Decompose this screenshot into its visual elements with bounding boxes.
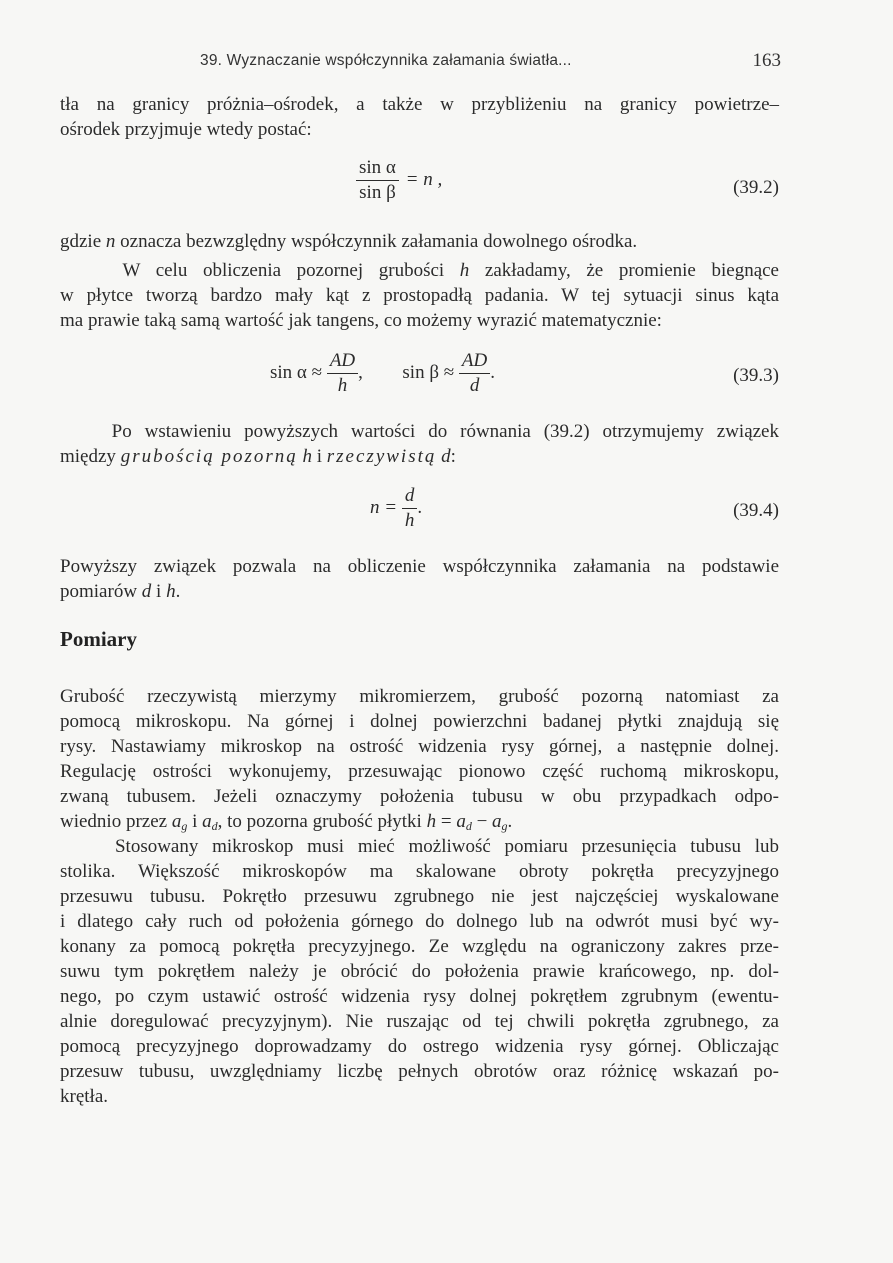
text-line: Grubość rzeczywistą mierzymy mikromierzem, grubość pozorną natomiast za xyxy=(60,686,779,707)
text-line: suwu tym pokrętłem należy je obrócić do położenia prawie krańcowego, np. dol- xyxy=(60,961,779,982)
denominator: h xyxy=(337,375,348,396)
text-line: krętła. xyxy=(60,1086,109,1107)
text: . xyxy=(175,581,181,602)
equation-39-3 xyxy=(60,345,779,415)
equation-39-2 xyxy=(60,152,779,222)
variable: a xyxy=(171,811,182,832)
subscript: d xyxy=(465,819,472,833)
text-line: nego, po czym ustawić ostrość widzenia rysy dolnej pokrętłem zgrubnym (ewentu- xyxy=(60,986,779,1007)
fraction xyxy=(402,484,418,533)
paragraph-summary xyxy=(60,554,779,604)
separator: , xyxy=(358,361,363,383)
text-line: Powyższy związek pozwala na obliczenie współczynnika załamania na podstawie xyxy=(60,556,779,577)
variable: a xyxy=(492,811,502,832)
page-header xyxy=(60,50,781,74)
equation-lhs: sin α ≈ xyxy=(270,361,323,383)
text-line: tła na granicy próżnia–ośrodek, a także w przybliżeniu na granicy powietrze– xyxy=(60,94,779,115)
text: . xyxy=(507,811,513,832)
equation-lhs: n = xyxy=(370,496,398,518)
paragraph-apparent-thickness xyxy=(60,258,779,333)
text-line: przesuwu tubusu. Pokrętło przesuwu zgrubnego nie jest najczęściej wyskalowane xyxy=(60,886,779,907)
running-title: 39. Wyznaczanie współczynnika załamania światła... xyxy=(200,52,572,69)
equation-39-4 xyxy=(60,480,779,550)
text: Stosowany mikroskop musi mieć możliwość pomiaru przesunięcia tubusu lub xyxy=(114,836,779,857)
text-line xyxy=(60,579,779,604)
denominator: h xyxy=(404,510,415,531)
variable: d xyxy=(436,446,451,467)
text-line xyxy=(60,444,779,469)
text-line: i dlatego cały ruch od położenia górnego do dolnego lub na odwrót musi być wy- xyxy=(60,911,779,932)
text: gdzie xyxy=(60,231,106,252)
paragraph-n-definition xyxy=(60,229,779,254)
equation-label: (39.2) xyxy=(733,177,779,198)
text-line xyxy=(60,419,779,444)
text-line: pomocą mikroskopu. Na górnej i dolnej powierzchni badanej płytki znajdują się xyxy=(60,711,779,732)
text-line: pomocą precyzyjnego doprowadzamy do ostrego widzenia rysy górnej. Obliczając xyxy=(60,1036,779,1057)
text-line: zwaną tubusem. Jeżeli oznaczymy położenia tubusu w obu przypadkach odpo- xyxy=(60,786,779,807)
equation-label: (39.4) xyxy=(733,500,779,521)
numerator: AD xyxy=(459,349,490,374)
text-line: alnie doregulować precyzyjnym). Nie ruszając od tej chwili pokrętła zgrubnego, za xyxy=(60,1011,779,1032)
text: i xyxy=(187,811,203,832)
variable: a xyxy=(456,811,466,832)
equation-label: (39.3) xyxy=(733,365,779,386)
denominator: sin β xyxy=(359,182,396,203)
variable: d xyxy=(141,581,152,602)
text: pomiarów xyxy=(60,581,142,602)
text-line xyxy=(60,258,779,283)
text-line: Regulację ostrości wykonujemy, przesuwając pionowo część ruchomą mikroskopu, xyxy=(60,761,779,782)
variable: h xyxy=(297,446,312,467)
text-line xyxy=(60,834,779,859)
text: i xyxy=(151,581,167,602)
text-line: rysy. Nastawiamy mikroskop na ostrość widzenia rysy górnej, a następnie dolnej. xyxy=(60,736,779,757)
emphasis: rzeczywistą xyxy=(326,446,437,467)
text: zakładamy, że promienie biegnące xyxy=(469,260,779,281)
fraction xyxy=(459,349,490,398)
text-line: w płytce tworzą bardzo mały kąt z prostopadłą padania. W tej sytuacji sinus kąta xyxy=(60,285,779,306)
numerator: AD xyxy=(327,349,358,374)
subscript: g xyxy=(501,819,508,833)
denominator: d xyxy=(469,375,480,396)
paragraph-measurement xyxy=(60,684,779,839)
text: : xyxy=(450,446,456,467)
emphasis: grubością pozorną xyxy=(120,446,298,467)
text-line xyxy=(60,229,779,254)
equation-rhs: = n , xyxy=(405,168,443,190)
text-line: konany za pomocą pokrętła precyzyjnego. Ze względu na ograniczony zakres prze- xyxy=(60,936,779,957)
equation-lhs: sin β ≈ xyxy=(402,361,455,383)
variable: h xyxy=(166,581,176,602)
variable: h xyxy=(459,260,470,281)
text: − xyxy=(471,811,493,832)
section-title: Pomiary xyxy=(60,627,137,651)
text: = xyxy=(436,811,457,832)
variable: h xyxy=(426,811,437,832)
equation-end: . xyxy=(490,361,495,383)
subscript: d xyxy=(211,819,218,833)
text-line: przesuw tubusu, uwzględniamy liczbę pełnych obrotów oraz różnicę wskazań po- xyxy=(60,1061,779,1082)
numerator: sin α xyxy=(356,156,399,181)
text: W celu obliczenia pozornej grubości xyxy=(122,260,460,281)
variable: n xyxy=(105,231,116,252)
variable: a xyxy=(202,811,212,832)
page-number: 163 xyxy=(752,50,781,71)
fraction xyxy=(356,156,399,205)
text: oznacza bezwzględny współczynnik załamania dowolnego ośrodka. xyxy=(115,231,638,252)
text: wiednio przez xyxy=(60,811,172,832)
numerator: d xyxy=(402,484,418,509)
text: , to pozorna grubość płytki xyxy=(217,811,427,832)
text: Po wstawieniu powyższych wartości do równania (39.2) otrzymujemy związek xyxy=(111,421,779,442)
text: i xyxy=(311,446,327,467)
paragraph-intro xyxy=(60,92,779,142)
paragraph-microscope xyxy=(60,834,779,1109)
text-line: ma prawie taką samą wartość jak tangens, co możemy wyrazić matematycznie: xyxy=(60,310,662,331)
text: między xyxy=(60,446,121,467)
text-line: ośrodek przyjmuje wtedy postać: xyxy=(60,119,312,140)
subscript: g xyxy=(181,819,188,833)
text-line: stolika. Większość mikroskopów ma skalowane obroty pokrętła precyzyjnego xyxy=(60,861,779,882)
fraction xyxy=(327,349,358,398)
equation-end: . xyxy=(417,496,423,518)
paragraph-relation xyxy=(60,419,779,469)
